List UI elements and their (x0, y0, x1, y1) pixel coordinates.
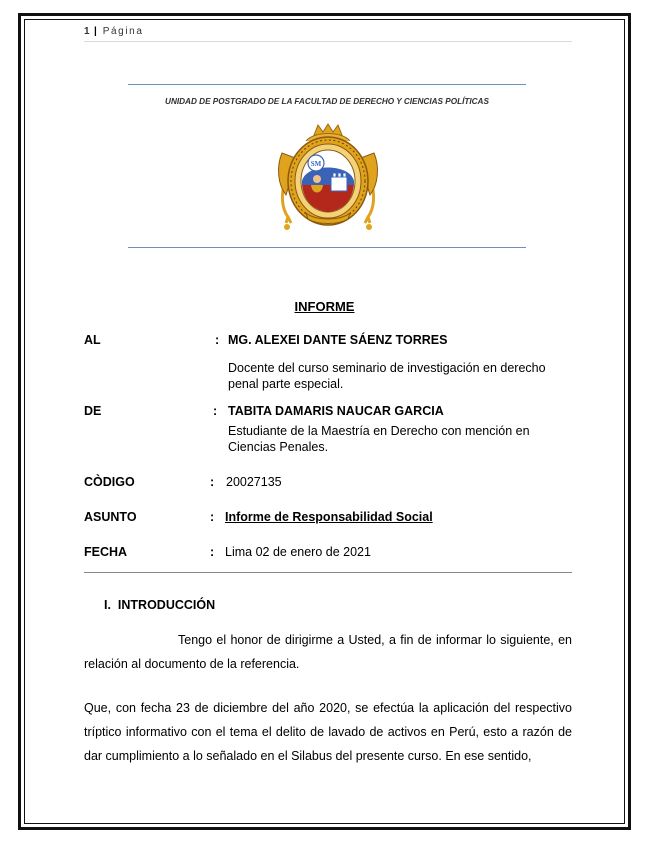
field-asunto-value: Informe de Responsabilidad Social (225, 510, 433, 524)
section-title: INTRODUCCIÓN (117, 598, 216, 612)
page-header (84, 26, 144, 37)
page-word: Página (102, 26, 144, 37)
university-seal-icon (276, 123, 380, 241)
field-codigo-value: 20027135 (226, 475, 282, 489)
header-rule (84, 41, 572, 42)
field-de-name: TABITA DAMARIS NAUCAR GARCIA (228, 404, 444, 418)
header-separator: | (93, 26, 99, 37)
field-al-detail: Docente del curso seminario de investigación en derecho penal parte especial. (228, 361, 546, 391)
svg-text:SM: SM (310, 160, 322, 168)
field-asunto-colon: : (210, 510, 215, 524)
fields-separator (84, 572, 572, 573)
field-de-detail: Estudiante de la Maestría en Derecho con mención en Ciencias Penales. (228, 424, 530, 454)
paragraph-1: Tengo el honor de dirigirme a Usted, a fin de informar lo siguiente, en relación al documento de la referencia. (84, 633, 572, 671)
institution-unit: UNIDAD DE POSTGRADO DE LA FACULTAD DE DERECHO Y CIENCIAS POLÍTICAS (165, 97, 489, 106)
field-codigo-colon: : (210, 475, 215, 489)
section-number: I. (104, 598, 111, 612)
field-de-colon: : (213, 404, 218, 418)
top-blue-rule (128, 84, 526, 85)
field-de-label: DE (84, 404, 102, 418)
section-heading (104, 598, 215, 612)
bottom-blue-rule (128, 247, 526, 248)
field-al-colon: : (215, 333, 220, 347)
field-al-label: AL (84, 333, 101, 347)
field-al-name: MG. ALEXEI DANTE SÁENZ TORRES (228, 333, 448, 347)
paragraph-2: Que, con fecha 23 de diciembre del año 2020, se efectúa la aplicación del respectivo tríptico informativo con el tema el delito de lavado de activos en Perú, esto a razón de dar cumplimiento a lo señalado en el Silabus del presente curso. En ese sentido, (84, 701, 572, 763)
field-asunto-label: ASUNTO (84, 510, 137, 524)
field-codigo-label: CÒDIGO (84, 475, 135, 489)
field-fecha-value: Lima 02 de enero de 2021 (225, 545, 371, 559)
field-fecha-colon: : (210, 545, 215, 559)
document-title: INFORME (294, 299, 355, 314)
field-fecha-label: FECHA (84, 545, 128, 559)
page-number: 1 (84, 26, 90, 37)
